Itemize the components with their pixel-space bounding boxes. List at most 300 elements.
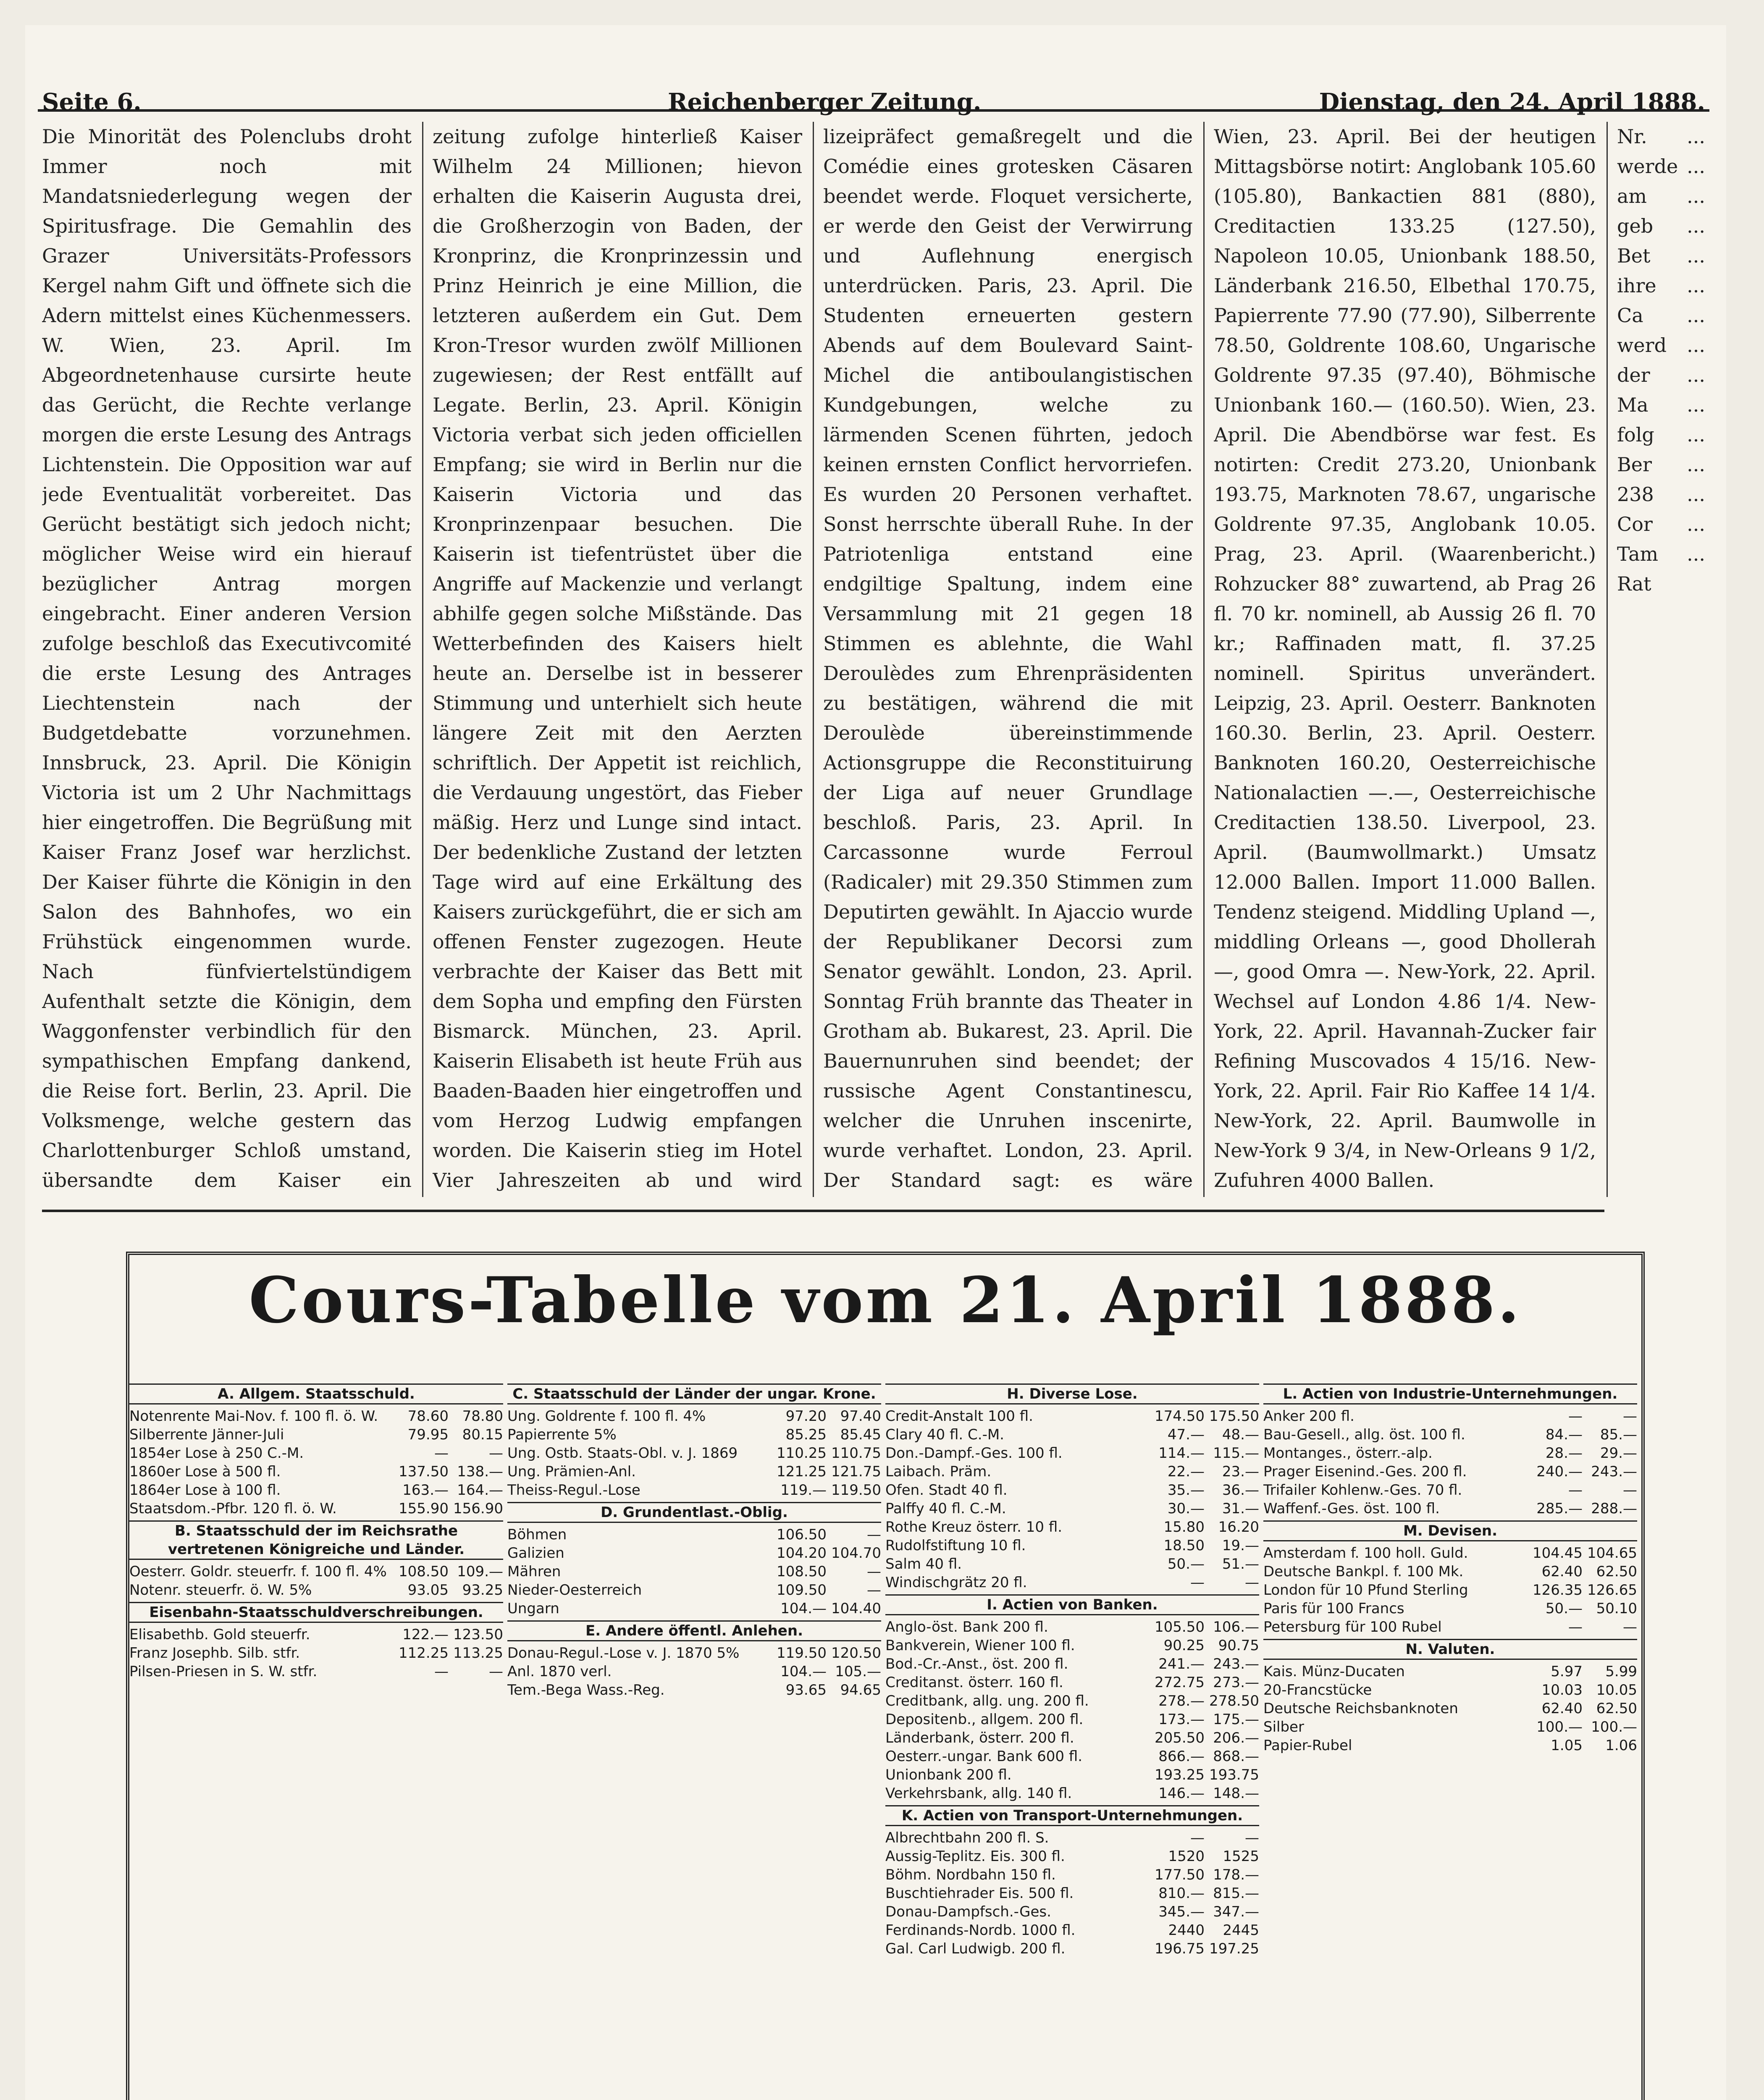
cours-security-name: Pilsen-Priesen in S. W. stfr. (129, 1663, 318, 1680)
cours-row (1263, 1444, 1637, 1462)
cours-security-name: Trifailer Kohlenw.-Ges. 70 fl. (1263, 1482, 1462, 1499)
column-5-text: Nr. ... werde ... am ... geb ... Bet ... ihre ... Ca ... werd ... der ... Ma ... folg ... Ber ... 238 ... Cor ... Tam ... Rat (1617, 125, 1705, 595)
cours-row (1263, 1699, 1637, 1718)
cours-geld: 285.— (1536, 1500, 1583, 1517)
cours-security-name: Silber (1263, 1719, 1304, 1735)
cours-ware: 347.— (1213, 1903, 1259, 1920)
cours-row (129, 1625, 503, 1644)
cours-ware: 85.— (1600, 1426, 1637, 1443)
column-5-cropped (1617, 122, 1705, 1197)
cours-geld: 85.25 (785, 1426, 827, 1443)
cours-ware: 1.06 (1605, 1737, 1637, 1754)
cours-section-heading: K. Actien von Transport-Unternehmungen. (885, 1805, 1259, 1826)
cours-ware: — (1245, 1830, 1259, 1846)
cours-security-name: Anl. 1870 verl. (507, 1663, 612, 1680)
cours-row (885, 1940, 1259, 1958)
cours-row (507, 1425, 881, 1444)
cours-geld: 1.05 (1551, 1737, 1583, 1754)
cours-ware: 19.— (1222, 1537, 1259, 1554)
cours-geld: — (1568, 1408, 1583, 1425)
cours-row (507, 1599, 881, 1618)
cours-geld: 93.65 (785, 1682, 827, 1698)
cours-security-name: 1860er Lose à 500 fl. (129, 1463, 281, 1480)
cours-ware: 80.15 (462, 1426, 503, 1443)
cours-ware: 206.— (1213, 1730, 1259, 1746)
cours-ware: 120.50 (831, 1645, 881, 1662)
cours-geld: 108.50 (399, 1563, 449, 1580)
cours-row (885, 1636, 1259, 1655)
cours-row (885, 1555, 1259, 1573)
cours-section-heading: M. Devisen. (1263, 1520, 1637, 1541)
cours-security-name: Palffy 40 fl. C.-M. (885, 1500, 1006, 1517)
cours-security-name: Böhmen (507, 1526, 567, 1543)
column-rule (1606, 122, 1608, 1197)
cours-security-name: Oesterr. Goldr. steuerfr. f. 100 fl. 4% (129, 1563, 387, 1580)
cours-row (885, 1407, 1259, 1425)
cours-security-name: Staatsdom.-Pfbr. 120 fl. ö. W. (129, 1500, 337, 1517)
cours-geld: 18.50 (1163, 1537, 1205, 1554)
cours-row (885, 1884, 1259, 1903)
cours-row (129, 1662, 503, 1681)
cours-geld: 93.05 (407, 1582, 449, 1599)
cours-geld: 345.— (1158, 1903, 1205, 1920)
cours-ware: 94.65 (840, 1682, 881, 1698)
cours-row (129, 1481, 503, 1499)
cours-security-name: Prager Eisenind.-Ges. 200 fl. (1263, 1463, 1467, 1480)
issue-date: Dienstag, den 24. April 1888. (1319, 88, 1705, 116)
column-2 (433, 122, 802, 1197)
article-columns (42, 122, 1705, 1197)
cours-row (507, 1481, 881, 1499)
cours-security-name: Gal. Carl Ludwigb. 200 fl. (885, 1940, 1066, 1957)
cours-geld: 79.95 (407, 1426, 449, 1443)
cours-row (129, 1644, 503, 1662)
cours-geld: 174.50 (1155, 1408, 1205, 1425)
cours-geld: 126.35 (1533, 1582, 1583, 1599)
cours-security-name: Creditanst. österr. 160 fl. (885, 1674, 1063, 1691)
cours-security-name: Notenrente Mai-Nov. f. 100 fl. ö. W. (129, 1408, 378, 1425)
cours-ware: 78.80 (462, 1408, 503, 1425)
cours-row (885, 1481, 1259, 1499)
cours-ware: 273.— (1213, 1674, 1259, 1691)
cours-geld: 272.75 (1155, 1674, 1205, 1691)
cours-row (1263, 1718, 1637, 1736)
cours-geld: — (1190, 1830, 1205, 1846)
cours-ware: 193.75 (1209, 1767, 1259, 1783)
cours-column-4 (1263, 1381, 1637, 2100)
cours-geld: 163.— (402, 1482, 449, 1499)
cours-row (129, 1462, 503, 1481)
cours-row (507, 1681, 881, 1699)
cours-row (129, 1562, 503, 1581)
cours-ware: 104.65 (1587, 1545, 1637, 1562)
cours-security-name: Buschtiehrader Eis. 500 fl. (885, 1885, 1074, 1902)
cours-geld: 90.25 (1163, 1637, 1205, 1654)
cours-geld: 104.— (780, 1663, 827, 1680)
cours-row (507, 1525, 881, 1544)
cours-row (885, 1655, 1259, 1673)
cours-ware: 29.— (1600, 1445, 1637, 1462)
cours-geld: 866.— (1158, 1748, 1205, 1765)
cours-row (885, 1692, 1259, 1710)
cours-security-name: Laibach. Präm. (885, 1463, 992, 1480)
cours-security-name: Galizien (507, 1545, 564, 1562)
cours-ware: 115.— (1213, 1445, 1259, 1462)
cours-geld: 97.20 (785, 1408, 827, 1425)
cours-security-name: Mähren (507, 1563, 561, 1580)
cours-security-name: Notenr. steuerfr. ö. W. 5% (129, 1582, 312, 1599)
cours-row (885, 1766, 1259, 1784)
cours-column-2 (507, 1381, 881, 2100)
cours-section-heading: B. Staatsschuld der im Reichsrathe vertretenen Königreiche und Länder. (129, 1520, 503, 1560)
cours-geld: 22.— (1167, 1463, 1205, 1480)
column-2-text: zeitung zufolge hinterließ Kaiser Wilhelm 24 Millionen; hievon erhalten die Kaiserin Augusta drei, die Großherzogin von Baden, der Kronprinz, die Kronprinzessin und Prinz Heinrich je eine Million, die letzteren außerdem ein Gut. Dem Kron-Tresor wurden zwölf Millionen zugewiesen; der Rest entfällt auf Legate. Berlin, 23. April. Königin Victoria verbat sich jeden officiellen Empfang; sie wird in Berlin nur die Kaiserin Victoria und das Kronprinzenpaar besuchen. Die Kaiserin ist tiefentrüstet über die Angriffe auf Mackenzie und verlangt abhilfe gegen solche Mißstände. Das Wetterbefinden des Kaisers hielt heute an. Derselbe ist in besserer Stimmung und unterhielt sich heute längere Zeit mit den Aerzten schriftlich. Der Appetit ist reichlich, die Verdauung ungestört, das Fieber mäßig. Herz und Lunge sind intact. Der bedenkliche Zustand der letzten Tage wird auf eine Erkältung des Kaisers zurückgeführt, die er sich am offenen Fenster zugezogen. Heute verbrachte der Kaiser das Bett mit dem Sopha und empfing den Fürsten Bismarck. München, 23. April. Kaiserin Elisabeth ist heute Früh aus Baaden-Baaden hier eingetroffen und vom Herzog Ludwig empfangen worden. Die Kaiserin stieg im Hotel Vier Jahreszeiten ab und wird (433, 125, 802, 1192)
cours-security-name: Amsterdam f. 100 holl. Guld. (1263, 1545, 1468, 1562)
cours-security-name: Theiss-Regul.-Lose (507, 1482, 640, 1499)
cours-security-name: Rudolfstiftung 10 fl. (885, 1537, 1026, 1554)
cours-security-name: Anker 200 fl. (1263, 1408, 1354, 1425)
column-rule (422, 122, 423, 1197)
cours-security-name: Montanges., österr.-alp. (1263, 1445, 1433, 1462)
cours-geld: 114.— (1158, 1445, 1205, 1462)
cours-row (507, 1644, 881, 1662)
cours-security-name: Donau-Regul.-Lose v. J. 1870 5% (507, 1645, 740, 1662)
cours-section-heading: L. Actien von Industrie-Unternehmungen. (1263, 1383, 1637, 1404)
cours-geld: 108.50 (777, 1563, 827, 1580)
cours-ware: 178.— (1213, 1866, 1259, 1883)
cours-row (885, 1518, 1259, 1536)
column-4-text: Wien, 23. April. Bei der heutigen Mittagsbörse notirt: Anglobank 105.60 (105.80), Bankactien 881 (880), Creditactien 133.25 (127.50), Napoleon 10.05, Unionbank 188.50, Länderbank 216.50, Elbethal 170.75, Papierrente 77.90 (77.90), Silberrente 78.50, Goldrente 108.60, Ungarische Goldrente 97.35 (97.40), Böhmische Unionbank 160.— (160.50). Wien, 23. April. Die Abendbörse war fest. Es notirten: Credit 273.20, Unionbank 193.75, Marknoten 78.67, ungarische Goldrente 97.35, Anglobank 10.05. Prag, 23. April. (Waarenbericht.) Rohzucker 88° zuwartend, ab Prag 26 fl. 70 kr. nominell, ab Aussig 26 fl. 70 kr.; Raffinaden matt, fl. 37.25 nominell. Spiritus unverändert. Leipzig, 23. April. Oesterr. Banknoten 160.30. Berlin, 23. April. Oesterr. Banknoten 160.20, Oesterreichische Nationalactien —.—, Oesterreichische Creditactien 138.50. Liverpool, 23. April. (Baumwollmarkt.) Umsatz 12.000 Ballen. Import 11.000 Ballen. Tendenz steigend. Middling Upland —, middling Orleans —, good Dhollerah —, good Omra —. New-York, 22. April. Wechsel auf London 4.86 1/4. New-York, 22. April. Havannah-Zucker fair Refining Muscovados 4 15/16. New-York, 22. April. Fair Rio Kaffee 14 1/4. New-York, 22. April. Baumwolle in New-York 9 3/4, in New-Orleans 9 1/2, Zufuhren 4000 Ballen. (1214, 125, 1596, 1192)
cours-geld: — (434, 1445, 449, 1462)
cours-geld: 84.— (1545, 1426, 1583, 1443)
cours-geld: 193.25 (1155, 1767, 1205, 1783)
cours-ware: 85.45 (840, 1426, 881, 1443)
cours-ware: — (489, 1445, 503, 1462)
cours-geld: — (1190, 1574, 1205, 1591)
cours-security-name: Papier-Rubel (1263, 1737, 1352, 1754)
cours-security-name: 1864er Lose à 100 fl. (129, 1482, 281, 1499)
cours-ware: 243.— (1591, 1463, 1637, 1480)
cours-ware: — (1623, 1619, 1637, 1635)
cours-section-heading: H. Diverse Lose. (885, 1383, 1259, 1404)
cours-geld: 240.— (1536, 1463, 1583, 1480)
cours-ware: — (867, 1563, 881, 1580)
cours-row (1263, 1618, 1637, 1636)
cours-ware: 110.75 (831, 1445, 881, 1462)
cours-geld: 119.— (780, 1482, 827, 1499)
cours-geld: — (434, 1663, 449, 1680)
cours-geld: 50.— (1167, 1556, 1205, 1572)
cours-row (885, 1444, 1259, 1462)
cours-ware: 113.25 (453, 1645, 503, 1662)
cours-row (1263, 1581, 1637, 1599)
cours-ware: — (1245, 1574, 1259, 1591)
cours-ware: 197.25 (1209, 1940, 1259, 1957)
cours-ware: 109.— (457, 1563, 503, 1580)
cours-ware: 31.— (1222, 1500, 1259, 1517)
cours-ware: 148.— (1213, 1785, 1259, 1802)
cours-row (129, 1407, 503, 1425)
cours-row (507, 1407, 881, 1425)
cours-row (1263, 1736, 1637, 1755)
cours-row (507, 1444, 881, 1462)
cours-ware: 278.50 (1209, 1693, 1259, 1709)
cours-geld: 47.— (1167, 1426, 1205, 1443)
newspaper-title: Reichenberger Zeitung. (668, 88, 982, 116)
cours-row (507, 1562, 881, 1581)
cours-ware: — (867, 1526, 881, 1543)
page-number: Seite 6. (42, 88, 142, 116)
cours-geld: 35.— (1167, 1482, 1205, 1499)
cours-geld: 110.25 (777, 1445, 827, 1462)
cours-geld: 15.80 (1163, 1519, 1205, 1536)
cours-geld: 146.— (1158, 1785, 1205, 1802)
cours-security-name: Papierrente 5% (507, 1426, 617, 1443)
cours-section-heading: Eisenbahn-Staatsschuldverschreibungen. (129, 1602, 503, 1623)
cours-row (885, 1866, 1259, 1884)
cours-security-name: Unionbank 200 fl. (885, 1767, 1012, 1783)
cours-row (885, 1784, 1259, 1803)
column-3 (823, 122, 1193, 1197)
cours-geld: 121.25 (777, 1463, 827, 1480)
cours-security-name: Salm 40 fl. (885, 1556, 962, 1572)
cours-row (885, 1499, 1259, 1518)
cours-security-name: Anglo-öst. Bank 200 fl. (885, 1619, 1048, 1635)
cours-row (885, 1425, 1259, 1444)
cours-row (1263, 1499, 1637, 1518)
cours-ware: 106.— (1213, 1619, 1259, 1635)
cours-geld: 278.— (1158, 1693, 1205, 1709)
cours-security-name: Aussig-Teplitz. Eis. 300 fl. (885, 1848, 1065, 1865)
cours-ware: 121.75 (831, 1463, 881, 1480)
cours-security-name: Kais. Münz-Ducaten (1263, 1663, 1405, 1680)
cours-geld: 62.40 (1541, 1563, 1583, 1580)
cours-row (129, 1444, 503, 1462)
cours-ware: 104.40 (831, 1600, 881, 1617)
cours-geld: 104.— (780, 1600, 827, 1617)
cours-geld: 112.25 (399, 1645, 449, 1662)
cours-security-name: Silberrente Jänner-Juli (129, 1426, 284, 1443)
cours-ware: 105.— (835, 1663, 881, 1680)
cours-ware: 51.— (1222, 1556, 1259, 1572)
cours-security-name: Deutsche Reichsbanknoten (1263, 1700, 1458, 1717)
cours-geld: 10.03 (1541, 1682, 1583, 1698)
cours-row (507, 1581, 881, 1599)
cours-section-heading: N. Valuten. (1263, 1639, 1637, 1660)
cours-column-3 (885, 1381, 1259, 2100)
cours-row (129, 1425, 503, 1444)
cours-security-name: Ungarn (507, 1600, 559, 1617)
cours-ware: — (867, 1582, 881, 1599)
cours-section-heading: A. Allgem. Staatsschuld. (129, 1383, 503, 1404)
cours-security-name: Albrechtbahn 200 fl. S. (885, 1830, 1049, 1846)
cours-ware: 175.50 (1209, 1408, 1259, 1425)
cours-geld: 2440 (1168, 1922, 1205, 1939)
cours-row (1263, 1599, 1637, 1618)
cours-ware: 62.50 (1596, 1563, 1637, 1580)
cours-geld: 177.50 (1155, 1866, 1205, 1883)
cours-geld: 62.40 (1541, 1700, 1583, 1717)
cours-ware: 123.50 (453, 1626, 503, 1643)
cours-security-name: 1854er Lose à 250 C.-M. (129, 1445, 304, 1462)
page-header (38, 38, 1709, 116)
cours-ware: 175.— (1213, 1711, 1259, 1728)
cours-row (1263, 1662, 1637, 1681)
column-1-text: Die Minorität des Polenclubs droht Immer noch mit Mandatsniederlegung wegen der Spiritusfrage. Die Gemahlin des Grazer Universitäts-Professors Kergel nahm Gift und öffnete sich die Adern mittelst eines Küchenmessers. W. Wien, 23. April. Im Abgeordnetenhause cursirte heute das Gerücht, die Rechte verlange morgen die erste Lesung des Antrags Lichtenstein. Die Opposition war auf jede Eventualität vorbereitet. Das Gerücht bestätigt sich jedoch nicht; möglicher Weise wird ein hierauf bezüglicher Antrag morgen eingebracht. Einer anderen Version zufolge beschloß das Executivcomité die erste Lesung des Antrages Liechtenstein nach der Budgetdebatte vorzunehmen. Innsbruck, 23. April. Die Königin Victoria ist um 2 Uhr Nachmittags hier eingetroffen. Die Begrüßung mit Kaiser Franz Josef war herzlichst. Der Kaiser führte die Königin in den Salon des Bahnhofes, wo ein Frühstück eingenommen wurde. Nach fünfviertelstündigem Aufenthalt setzte die Königin, dem Waggonfenster verbindlich für den sympathischen Empfang dankend, die Reise fort. Berlin, 23. April. Die Volksmenge, welche gestern das Charlottenburger Schloß umstand, übersandte dem Kaiser ein (42, 125, 412, 1192)
cours-geld: 50.— (1545, 1600, 1583, 1617)
cours-row (507, 1544, 881, 1562)
cours-column-1 (129, 1381, 503, 2100)
cours-security-name: Franz Josephb. Silb. stfr. (129, 1645, 300, 1662)
cours-geld: 1520 (1168, 1848, 1205, 1865)
cours-ware: 815.— (1213, 1885, 1259, 1902)
cours-security-name: Windischgrätz 20 fl. (885, 1574, 1027, 1591)
cours-ware: 50.10 (1596, 1600, 1637, 1617)
cours-geld: 241.— (1158, 1656, 1205, 1672)
cours-ware: 288.— (1591, 1500, 1637, 1517)
cours-row (885, 1462, 1259, 1481)
cours-row (1263, 1481, 1637, 1499)
cours-row (885, 1903, 1259, 1921)
cours-row (885, 1847, 1259, 1866)
cours-security-name: Waffenf.-Ges. öst. 100 fl. (1263, 1500, 1440, 1517)
cours-security-name: Clary 40 fl. C.-M. (885, 1426, 1004, 1443)
cours-row (129, 1499, 503, 1518)
cours-security-name: Ofen. Stadt 40 fl. (885, 1482, 1008, 1499)
cours-geld: 155.90 (399, 1500, 449, 1517)
cours-security-name: Rothe Kreuz österr. 10 fl. (885, 1519, 1063, 1536)
cours-security-name: Nieder-Oesterreich (507, 1582, 642, 1599)
cours-ware: 138.— (457, 1463, 503, 1480)
cours-security-name: Bankverein, Wiener 100 fl. (885, 1637, 1075, 1654)
cours-geld: 810.— (1158, 1885, 1205, 1902)
cours-ware: 48.— (1222, 1426, 1259, 1443)
cours-security-name: Creditbank, allg. ung. 200 fl. (885, 1693, 1089, 1709)
cours-row (885, 1747, 1259, 1766)
cours-row (507, 1662, 881, 1681)
cours-ware: 156.90 (453, 1500, 503, 1517)
cours-security-name: Bau-Gesell., allg. öst. 100 fl. (1263, 1426, 1465, 1443)
cours-ware: — (489, 1663, 503, 1680)
cours-ware: — (1623, 1408, 1637, 1425)
cours-ware: 62.50 (1596, 1700, 1637, 1717)
cours-geld: 28.— (1545, 1445, 1583, 1462)
cours-ware: 2445 (1223, 1922, 1259, 1939)
cours-security-name: Elisabethb. Gold steuerfr. (129, 1626, 310, 1643)
cours-tabelle (126, 1252, 1645, 2100)
cours-title: Cours-Tabelle vom 21. April 1888. (249, 1263, 1522, 1337)
cours-security-name: Böhm. Nordbahn 150 fl. (885, 1866, 1056, 1883)
cours-row (885, 1536, 1259, 1555)
cours-geld: 205.50 (1155, 1730, 1205, 1746)
cours-row (885, 1710, 1259, 1729)
cours-security-name: 20-Francstücke (1263, 1682, 1372, 1698)
cours-ware: 100.— (1591, 1719, 1637, 1735)
cours-row (1263, 1407, 1637, 1425)
cours-ware: 36.— (1222, 1482, 1259, 1499)
column-4 (1214, 122, 1596, 1197)
cours-security-name: Verkehrsbank, allg. 140 fl. (885, 1785, 1072, 1802)
cours-row (885, 1618, 1259, 1636)
cours-row (885, 1573, 1259, 1592)
cours-security-name: London für 10 Pfund Sterling (1263, 1582, 1468, 1599)
cours-geld: 104.20 (777, 1545, 827, 1562)
cours-geld: 5.97 (1551, 1663, 1583, 1680)
cours-geld: 105.50 (1155, 1619, 1205, 1635)
cours-geld: 119.50 (777, 1645, 827, 1662)
cours-geld: 78.60 (407, 1408, 449, 1425)
cours-ware: 90.75 (1218, 1637, 1259, 1654)
section-divider (42, 1210, 1604, 1212)
cours-security-name: Ung. Prämien-Anl. (507, 1463, 636, 1480)
column-3-text: lizeipräfect gemaßregelt und die Comédie eines grotesken Cäsaren beendet werde. Floquet versicherte, er werde den Geist der Verwirrung und Auflehnung energisch unterdrücken. Paris, 23. April. Die Studenten erneuerten gestern Abends auf dem Boulevard Saint-Michel die antiboulangistischen Kundgebungen, welche zu lärmenden Scenen führten, jedoch keinen ernsten Conflict hervorriefen. Es wurden 20 Personen verhaftet. Sonst herrschte überall Ruhe. In der Patriotenliga entstand eine endgiltige Spaltung, indem eine Versammlung mit 21 gegen 18 Stimmen es ablehnte, die Wahl Deroulèdes zum Ehrenpräsidenten zu bestätigen, während die mit Deroulède übereinstimmende Actionsgruppe die Reconstituirung der Liga auf neuer Grundlage beschloß. Paris, 23. April. In Carcassonne wurde Ferroul (Radicaler) mit 29.350 Stimmen zum Deputirten gewählt. In Ajaccio wurde der Republikaner Decorsi zum Senator gewählt. London, 23. April. Sonntag Früh brannte das Theater in Grotham ab. Bukarest, 23. April. Die Bauernunruhen sind beendet; der russische Agent Constantinescu, welcher die Unruhen inscenirte, wurde verhaftet. London, 23. April. Der Standard sagt: es wäre (823, 125, 1193, 1192)
cours-security-name: Ung. Ostb. Staats-Obl. v. J. 1869 (507, 1445, 738, 1462)
cours-row (885, 1829, 1259, 1847)
column-rule (1203, 122, 1205, 1197)
column-1 (42, 122, 412, 1197)
cours-ware: 119.50 (831, 1482, 881, 1499)
cours-row (1263, 1544, 1637, 1562)
cours-geld: 196.75 (1155, 1940, 1205, 1957)
cours-row (885, 1729, 1259, 1747)
cours-ware: 868.— (1213, 1748, 1259, 1765)
cours-row (1263, 1562, 1637, 1581)
cours-ware: 243.— (1213, 1656, 1259, 1672)
cours-row (1263, 1462, 1637, 1481)
cours-geld: — (1568, 1619, 1583, 1635)
cours-ware: 93.25 (462, 1582, 503, 1599)
cours-ware: 97.40 (840, 1408, 881, 1425)
cours-security-name: Donau-Dampfsch.-Ges. (885, 1903, 1051, 1920)
cours-ware: — (1623, 1482, 1637, 1499)
cours-row (885, 1673, 1259, 1692)
cours-row (507, 1462, 881, 1481)
cours-security-name: Petersburg für 100 Rubel (1263, 1619, 1442, 1635)
cours-ware: 5.99 (1605, 1663, 1637, 1680)
cours-ware: 164.— (457, 1482, 503, 1499)
cours-geld: 173.— (1158, 1711, 1205, 1728)
cours-security-name: Credit-Anstalt 100 fl. (885, 1408, 1033, 1425)
cours-security-name: Tem.-Bega Wass.-Reg. (507, 1682, 665, 1698)
cours-security-name: Paris für 100 Francs (1263, 1600, 1404, 1617)
cours-section-heading: I. Actien von Banken. (885, 1594, 1259, 1615)
cours-ware: 10.05 (1596, 1682, 1637, 1698)
cours-security-name: Deutsche Bankpl. f. 100 Mk. (1263, 1563, 1464, 1580)
cours-ware: 23.— (1222, 1463, 1259, 1480)
cours-geld: 106.50 (777, 1526, 827, 1543)
cours-row (129, 1581, 503, 1599)
cours-security-name: Don.-Dampf.-Ges. 100 fl. (885, 1445, 1063, 1462)
cours-security-name: Länderbank, österr. 200 fl. (885, 1730, 1074, 1746)
cours-security-name: Bod.-Cr.-Anst., öst. 200 fl. (885, 1656, 1068, 1672)
cours-security-name: Oesterr.-ungar. Bank 600 fl. (885, 1748, 1083, 1765)
cours-ware: 104.70 (831, 1545, 881, 1562)
cours-geld: 30.— (1167, 1500, 1205, 1517)
cours-security-name: Depositenb., allgem. 200 fl. (885, 1711, 1084, 1728)
cours-section-heading: C. Staatsschuld der Länder der ungar. Krone. (507, 1383, 881, 1404)
cours-section-heading: E. Andere öffentl. Anlehen. (507, 1620, 881, 1641)
cours-ware: 126.65 (1587, 1582, 1637, 1599)
cours-geld: — (1568, 1482, 1583, 1499)
cours-geld: 137.50 (399, 1463, 449, 1480)
cours-geld: 109.50 (777, 1582, 827, 1599)
cours-security-name: Ung. Goldrente f. 100 fl. 4% (507, 1408, 706, 1425)
cours-row (1263, 1425, 1637, 1444)
cours-ware: 16.20 (1218, 1519, 1259, 1536)
cours-security-name: Ferdinands-Nordb. 1000 fl. (885, 1922, 1076, 1939)
cours-row (885, 1921, 1259, 1940)
cours-geld: 122.— (402, 1626, 449, 1643)
